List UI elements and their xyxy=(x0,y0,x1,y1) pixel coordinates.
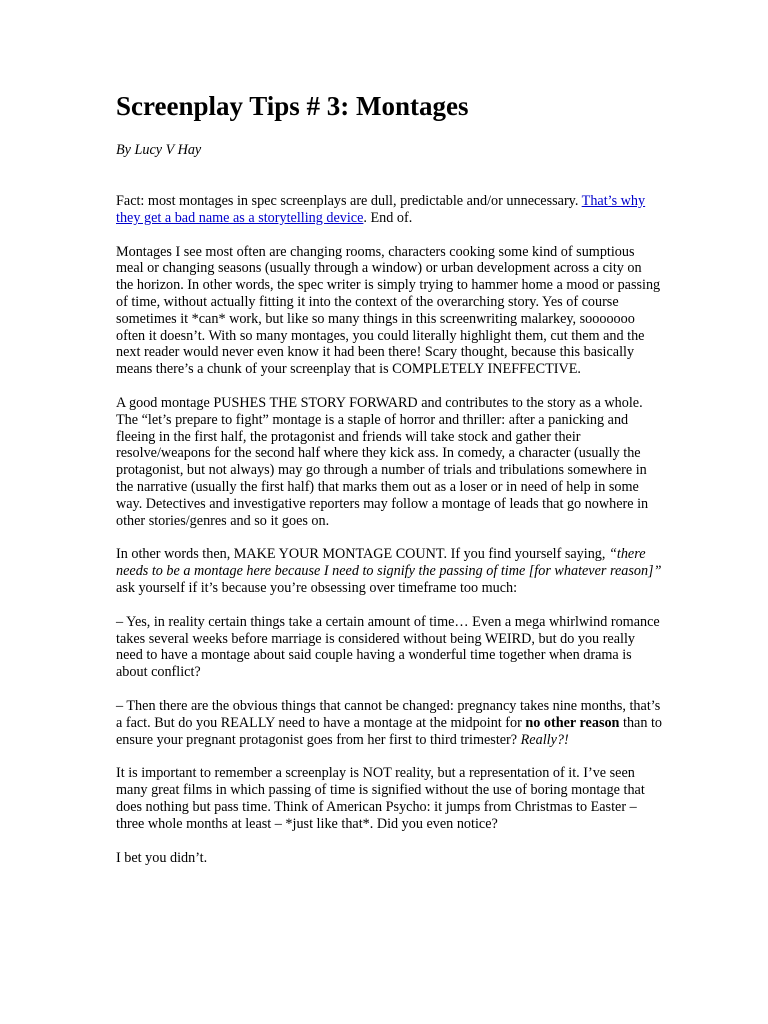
pregnancy-text: – Then there are the obvious things that cannot be changed: pregnancy takes nine months, that’s a fact. But do you REALLY need to have a montage at the midpoint for xyxy=(116,697,661,731)
author-byline: By Lucy V Hay xyxy=(116,142,202,158)
paragraph-reality-time: – Yes, in reality certain things take a certain amount of time… Even a mega whirlwind romance takes several weeks before marriage is considered without being WEIRD, but do you really need to have a montage about said couple having a wonderful time together when drama is about conflict? xyxy=(116,613,660,681)
paragraph-pregnancy xyxy=(116,698,662,748)
paragraph-closing: I bet you didn’t. xyxy=(116,849,208,866)
no-other-reason-bold: no other reason xyxy=(525,714,620,731)
really-italic: Really?! xyxy=(520,731,569,748)
paragraph-make-it-count xyxy=(116,546,662,596)
make-count-tail: ask yourself if it’s because you’re obsessing over timeframe too much: xyxy=(116,579,518,596)
document-page xyxy=(116,88,662,866)
paragraph-common-montages: Montages I see most often are changing rooms, characters cooking some kind of sumptious meal or changing seasons (usually through a window) or urban development across a city on the horizon. In other words, the spec writer is simply trying to hammer home a mood or passing of time, without actually fitting it into the context of the overarching story. Yes of course sometimes it *can* work, but like so many things in this screenwriting malarkey, sooooooo often it doesn’t. With so many montages, you could literally highlight them, cut them and the next reader would never even know it had been there! Scary thought, because this basically means there’s a chunk of your screenplay that is COMPLETELY INEFFECTIVE. xyxy=(116,243,661,378)
paragraph-intro xyxy=(116,193,662,227)
storytelling-device-link[interactable]: That’s why they get a bad name as a storytelling device xyxy=(116,193,646,226)
paragraph-not-reality: It is important to remember a screenplay is NOT reality, but a representation of it. I’ve seen many great films in which passing of time is signified without the use of boring montage that does nothing but pass time. Think of American Psycho: it jumps from Christmas to Easter – three whole months at least – *just like that*. Did you even notice? xyxy=(116,765,645,832)
make-count-text: In other words then, MAKE YOUR MONTAGE COUNT. If you find yourself saying, xyxy=(116,546,609,563)
intro-tail: . End of. xyxy=(363,209,413,226)
montage-quote: “there needs to be a montage here because I need to signify the passing of time [for whatever reason]” xyxy=(116,546,662,580)
paragraph-good-montage: A good montage PUSHES THE STORY FORWARD and contributes to the story as a whole. The “let’s prepare to fight” montage is a staple of horror and thriller: after a panicking and fleeing in the first half, the protagonist and friends will take stock and gather their resolve/weapons for the second half where they kick ass. In comedy, a character (usually the protagonist, but not always) may go through a number of trials and tribulations somewhere in the narrative (usually the first half) that marks them out as a loser or in need of help in some way. Detectives and investigative reporters may follow a montage of leads that go nowhere in other stories/genres and so it goes on. xyxy=(116,394,649,529)
page-title: Screenplay Tips # 3: Montages xyxy=(116,91,469,121)
intro-text: Fact: most montages in spec screenplays are dull, predictable and/or unnecessary. xyxy=(116,193,582,209)
pregnancy-mid: than to ensure your pregnant protagonist goes from her first to third trimester? xyxy=(116,714,663,748)
